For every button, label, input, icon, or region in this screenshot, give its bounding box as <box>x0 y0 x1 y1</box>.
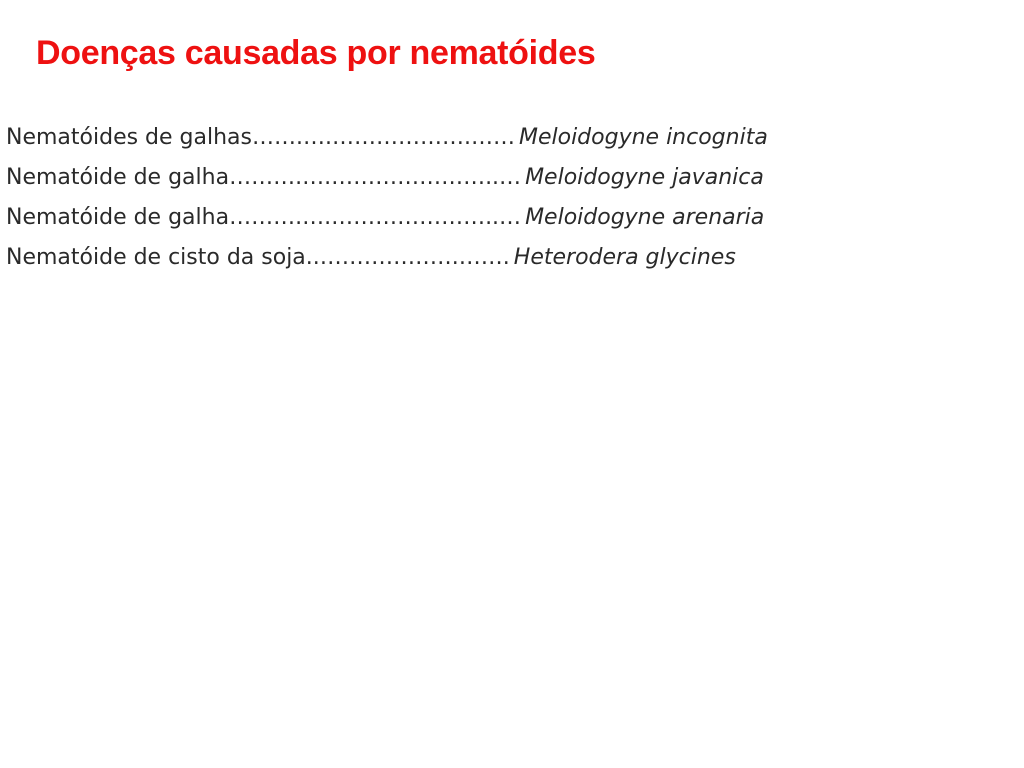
list-item <box>6 117 1022 157</box>
common-name: Nematóide de galha <box>6 164 230 190</box>
species-name: Meloidogyne arenaria <box>525 204 765 230</box>
species-name: Meloidogyne javanica <box>525 164 764 190</box>
common-name: Nematóide de cisto da soja <box>6 244 306 270</box>
common-name: Nematóide de galha <box>6 204 230 230</box>
list-item <box>6 157 1022 197</box>
list-item <box>6 197 1022 237</box>
common-name: Nematóides de galhas <box>6 124 252 150</box>
nematode-list <box>6 117 1022 277</box>
slide-title: Doenças causadas por nematóides <box>36 34 596 72</box>
species-name: Meloidogyne incognita <box>518 124 768 150</box>
dot-leader: ……….….…………………..… <box>229 204 522 230</box>
dot-leader: …….….……………….…… <box>252 124 515 150</box>
dot-leader: ……….….…………………..… <box>229 164 522 190</box>
dot-leader: ..……………….……. <box>305 244 510 270</box>
species-name: Heterodera glycines <box>513 244 736 270</box>
list-item <box>6 237 1022 277</box>
